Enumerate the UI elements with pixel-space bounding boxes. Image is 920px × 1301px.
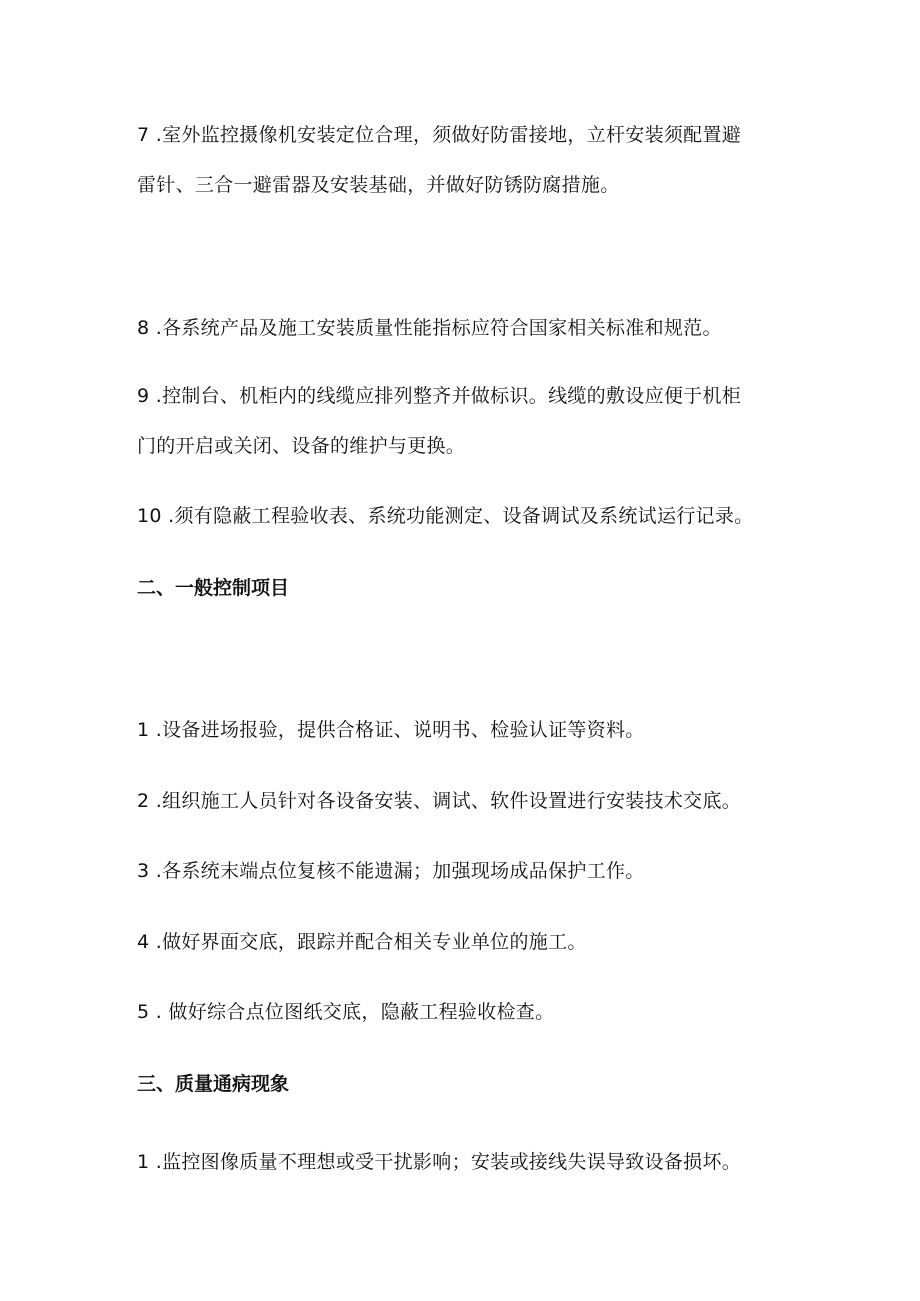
list-item: 1 .设备进场报验，提供合格证、说明书、检验认证等资料。 [137, 719, 645, 741]
paragraph-item-9 [137, 371, 777, 471]
paragraph-line: 9 .控制台、机柜内的线缆应排列整齐并做标识。线缆的敷设应便于机柜 [137, 385, 742, 407]
section-heading-general-control: 二、一般控制项目 [137, 577, 290, 599]
paragraph-line: 门的开启或关闭、设备的维护与更换。 [137, 435, 466, 457]
section-heading-quality-issues: 三、质量通病现象 [137, 1073, 290, 1095]
paragraph-line: 7 .室外监控摄像机安装定位合理，须做好防雷接地，立杆安装须配置避 [137, 124, 742, 146]
paragraph-item-10 [137, 491, 777, 541]
paragraph-line: 10 .须有隐蔽工程验收表、系统功能测定、设备调试及系统试运行记录。 [137, 505, 754, 527]
list-item: 3 .各系统末端点位复核不能遗漏；加强现场成品保护工作。 [137, 860, 645, 882]
paragraph-line: 雷针、三合一避雷器及安装基础，并做好防锈防腐措施。 [137, 174, 620, 196]
list-item: 2 .组织施工人员针对各设备安装、调试、软件设置进行安装技术交底。 [137, 790, 742, 812]
paragraph-item-8 [137, 303, 777, 353]
list-item: 5 . 做好综合点位图纸交底，隐蔽工程验收检查。 [137, 1001, 555, 1023]
list-item: 4 .做好界面交底，跟踪并配合相关专业单位的施工。 [137, 931, 587, 953]
list-item: 1 .监控图像质量不理想或受干扰影响；安装或接线失误导致设备损坏。 [137, 1151, 742, 1173]
paragraph-line: 8 .各系统产品及施工安装质量性能指标应符合国家相关标准和规范。 [137, 317, 722, 339]
paragraph-item-7 [137, 110, 777, 210]
